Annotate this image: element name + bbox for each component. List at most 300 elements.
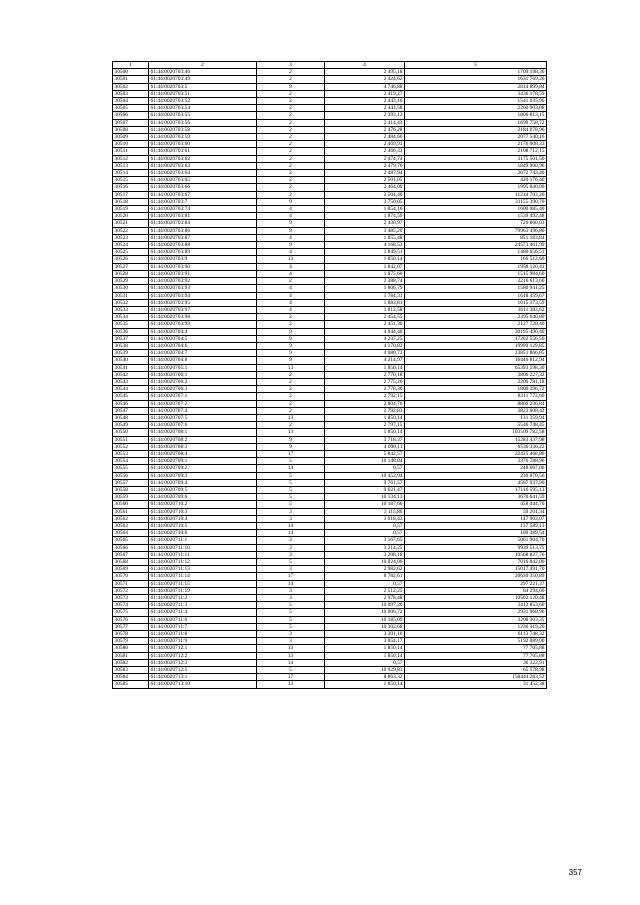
table-cell: 4 746,88 — [325, 83, 405, 90]
table-cell: 3436 178,59 — [405, 90, 547, 97]
table-cell: 5 — [257, 559, 325, 566]
table-cell: 30573 — [113, 595, 149, 602]
table-cell: 1539 492,48 — [405, 213, 547, 220]
table-row — [113, 616, 547, 623]
table-cell: 2 792,15 — [325, 393, 405, 400]
table-cell: 61:44:0020711:12 — [149, 559, 257, 566]
table-cell: 1 784,31 — [325, 292, 405, 299]
table-cell: 10 024,06 — [325, 559, 405, 566]
table-cell: 61:44:0020713:10 — [149, 681, 257, 688]
table-cell: 17 — [257, 573, 325, 580]
table-cell: 61:44:0020708:4 — [149, 450, 257, 457]
table-cell: 17 — [257, 450, 325, 457]
table-cell: 30507 — [113, 119, 149, 126]
table-cell: 30535 — [113, 321, 149, 328]
table-cell: 61:44:0020703:74 — [149, 206, 257, 213]
table-cell: 61:44:0020711:11 — [149, 551, 257, 558]
table-cell: 6536 336,22 — [405, 443, 547, 450]
table-cell: 61:44:0020704:8 — [149, 357, 257, 364]
table-cell: 2 419,27 — [325, 90, 405, 97]
table-cell: 2216 613,60 — [405, 278, 547, 285]
table-cell: 3 — [257, 631, 325, 638]
table-row — [113, 227, 547, 234]
table-cell: 0,57 — [325, 659, 405, 666]
table-cell: 13 — [257, 681, 325, 688]
table-cell: 2077 540,16 — [405, 134, 547, 141]
table-cell: 1600 085,40 — [405, 206, 547, 213]
table-cell: 61:44:0020711:10 — [149, 544, 257, 551]
table-cell: 2 466,33 — [325, 148, 405, 155]
table-cell: 61:44:0020703:61 — [149, 148, 257, 155]
table-cell: 4 168,53 — [325, 242, 405, 249]
table-cell: 100 389,54 — [405, 530, 547, 537]
table-cell: 61:44:0020703:98 — [149, 314, 257, 321]
table-cell: 2 — [257, 386, 325, 393]
table-cell: 30519 — [113, 206, 149, 213]
table-cell: 2 — [257, 371, 325, 378]
table-cell: 2 — [257, 177, 325, 184]
table-cell: 61:44:0020712:2 — [149, 652, 257, 659]
table-cell: 1236 319,20 — [405, 623, 547, 630]
table-cell: 1800 396,72 — [405, 386, 547, 393]
table-cell: 65393 198,30 — [405, 364, 547, 371]
table-cell: 1 875,60 — [325, 270, 405, 277]
table-cell: 61:44:0020703:99 — [149, 321, 257, 328]
table-cell: 9 — [257, 328, 325, 335]
table-row — [113, 371, 547, 378]
table-cell: 4 — [257, 213, 325, 220]
table-cell: 30560 — [113, 501, 149, 508]
table-cell: 9 — [257, 350, 325, 357]
table-cell: 2 — [257, 76, 325, 83]
table-cell: 61:44:0020710:3 — [149, 508, 257, 515]
table-cell: 30558 — [113, 486, 149, 493]
table-cell: 61:44:0020703:52 — [149, 98, 257, 105]
table-cell: 61:44:0020703:60 — [149, 141, 257, 148]
table-row — [113, 270, 547, 277]
table-cell: 2 454,55 — [325, 314, 405, 321]
table-cell: 2 487,94 — [325, 170, 405, 177]
table-cell: 9 — [257, 335, 325, 342]
table-cell: 30551 — [113, 436, 149, 443]
table-cell: 30556 — [113, 472, 149, 479]
table-row — [113, 378, 547, 385]
table-cell: 3175 501,50 — [405, 155, 547, 162]
table-cell: 3376 788,96 — [405, 458, 547, 465]
table-cell: 61:44:0020711:13 — [149, 566, 257, 573]
table-cell: 2 443,16 — [325, 98, 405, 105]
table-cell: 2 512,25 — [325, 587, 405, 594]
table-cell: 3412 853,60 — [405, 602, 547, 609]
table-cell: 3806 227,32 — [405, 371, 547, 378]
table-cell: 30503 — [113, 90, 149, 97]
table-cell: 61:44:0020708:3 — [149, 443, 257, 450]
table-cell: 13 — [257, 364, 325, 371]
table-cell: 166 512,60 — [405, 256, 547, 263]
table-cell: 2 792,83 — [325, 407, 405, 414]
table-row — [113, 609, 547, 616]
table-row — [113, 407, 547, 414]
table-cell: 5 — [257, 458, 325, 465]
table-cell: 30505 — [113, 105, 149, 112]
table-cell: 2 — [257, 393, 325, 400]
table-cell: 1631 769,26 — [405, 76, 547, 83]
table-cell: 61:44:0020703:51 — [149, 90, 257, 97]
table-cell: 4 170,83 — [325, 342, 405, 349]
table-cell: 30527 — [113, 263, 149, 270]
table-cell: 30526 — [113, 256, 149, 263]
table-row — [113, 148, 547, 155]
table-cell: 1995 840,00 — [405, 184, 547, 191]
table-row — [113, 306, 547, 313]
table-cell: 4 — [257, 299, 325, 306]
column-header-5: 5 — [405, 62, 547, 69]
table-cell: 1541 635,96 — [405, 98, 547, 105]
table-cell: 65 578,98 — [405, 667, 547, 674]
table-cell: 3208 303,35 — [405, 616, 547, 623]
table-cell: 2 469,93 — [325, 141, 405, 148]
table-cell: 30566 — [113, 544, 149, 551]
table-cell: 30528 — [113, 270, 149, 277]
table-cell: 61:44:0020711:8 — [149, 631, 257, 638]
table-cell: 1015 373,59 — [405, 299, 547, 306]
table-cell: 3670 641,59 — [405, 494, 547, 501]
table-row — [113, 638, 547, 645]
table-cell: 2 804,76 — [325, 400, 405, 407]
table-cell: 2 — [257, 155, 325, 162]
table-row — [113, 90, 547, 97]
table-cell: 10 006,72 — [325, 609, 405, 616]
table-cell: 2 — [257, 90, 325, 97]
table-cell: 9 — [257, 83, 325, 90]
table-cell: 30538 — [113, 342, 149, 349]
table-cell: 30531 — [113, 292, 149, 299]
table-row — [113, 155, 547, 162]
table-cell: 61:44:0020703:46 — [149, 69, 257, 76]
table-cell: 16446 812,94 — [405, 357, 547, 364]
table-cell: 61:44:0020711:1 — [149, 537, 257, 544]
table-header — [113, 62, 547, 69]
table-cell: 13 — [257, 429, 325, 436]
table-cell: 30511 — [113, 148, 149, 155]
table-cell: 30546 — [113, 400, 149, 407]
table-cell: 5 — [257, 623, 325, 630]
table-row — [113, 494, 547, 501]
table-row — [113, 667, 547, 674]
table-cell: 1 874,59 — [325, 213, 405, 220]
table-cell: 10502 120,48 — [405, 595, 547, 602]
table-cell: 61:44:0020704:7 — [149, 350, 257, 357]
table-cell: 14 — [257, 523, 325, 530]
table-row — [113, 292, 547, 299]
table-cell: 30574 — [113, 602, 149, 609]
table-cell: 61:44:0020712:3 — [149, 659, 257, 666]
table-cell: 61:44:0020703:90 — [149, 263, 257, 270]
table-cell: 9 — [257, 436, 325, 443]
table-cell: 2260 903,08 — [405, 105, 547, 112]
table-cell: 4 — [257, 306, 325, 313]
table-cell: 84 294,00 — [405, 587, 547, 594]
table-cell: 10 185,09 — [325, 616, 405, 623]
table-cell: 30533 — [113, 306, 149, 313]
table-cell: 9 — [257, 198, 325, 205]
table-cell: 5 — [257, 479, 325, 486]
table-cell: 2 770,18 — [325, 371, 405, 378]
table-cell: 3 — [257, 595, 325, 602]
column-header-2: 2 — [149, 62, 257, 69]
table-cell: 5192 089,00 — [405, 638, 547, 645]
table-cell: 4 214,97 — [325, 357, 405, 364]
table-cell: 30530 — [113, 285, 149, 292]
table-cell: 30555 — [113, 465, 149, 472]
table-cell: 1 850,14 — [325, 645, 405, 652]
table-cell: 1 850,14 — [325, 652, 405, 659]
table-cell: 2200 781,18 — [405, 378, 547, 385]
table-cell: 5 — [257, 609, 325, 616]
table-cell: 77 705,88 — [405, 652, 547, 659]
table-cell: 1709 198,30 — [405, 69, 547, 76]
table-cell: 30518 — [113, 198, 149, 205]
table-cell: 14 — [257, 659, 325, 666]
table-cell: 30564 — [113, 530, 149, 537]
table-cell: 9 — [257, 227, 325, 234]
table-cell: 61:44:0020703:67 — [149, 191, 257, 198]
table-cell: 3 — [257, 508, 325, 515]
table-cell: 61:44:0020711:6 — [149, 616, 257, 623]
table-row — [113, 645, 547, 652]
table-row — [113, 479, 547, 486]
table-row — [113, 386, 547, 393]
table-cell: 61:44:0020703:88 — [149, 242, 257, 249]
table-cell: 19999 129,85 — [405, 342, 547, 349]
table-cell: 2 — [257, 170, 325, 177]
table-cell: 61:44:0020709:4 — [149, 479, 257, 486]
table-cell: 2 — [257, 119, 325, 126]
table-cell: 726 860,03 — [405, 220, 547, 227]
table-cell: 6113 748,32 — [405, 631, 547, 638]
table-cell: 30502 — [113, 83, 149, 90]
table-cell: 79963 496,80 — [405, 227, 547, 234]
table-cell: 10 097,20 — [325, 602, 405, 609]
table-cell: 30575 — [113, 609, 149, 616]
table-cell: 2 — [257, 126, 325, 133]
table-cell: 30568 — [113, 559, 149, 566]
table-cell: 147 903,07 — [405, 515, 547, 522]
table-cell: 1958 120,41 — [405, 263, 547, 270]
table-cell: 30549 — [113, 422, 149, 429]
table-cell: 61:44:0020709:2 — [149, 465, 257, 472]
table-row — [113, 537, 547, 544]
table-cell: 30582 — [113, 659, 149, 666]
table-cell: 4 — [257, 249, 325, 256]
table-cell: 30512 — [113, 155, 149, 162]
table-cell: 17262 556,50 — [405, 335, 547, 342]
table-cell: 30521 — [113, 220, 149, 227]
table-cell: 2 — [257, 407, 325, 414]
table-row — [113, 76, 547, 83]
table-cell: 61:44:0020707:6 — [149, 422, 257, 429]
table-cell: 30506 — [113, 112, 149, 119]
table-cell: 3 — [257, 515, 325, 522]
table-row — [113, 443, 547, 450]
table-row — [113, 198, 547, 205]
table-cell: 5 — [257, 486, 325, 493]
table-cell: 3 750,05 — [325, 198, 405, 205]
table-cell: 61:44:0020703:9 — [149, 256, 257, 263]
table-row — [113, 249, 547, 256]
table-cell: 2 504,40 — [325, 191, 405, 198]
table-cell: 61:44:0020707:4 — [149, 407, 257, 414]
table-cell: 10568 827,76 — [405, 551, 547, 558]
table-row — [113, 551, 547, 558]
table-cell: 1 850,14 — [325, 256, 405, 263]
table-cell: 61:44:0020703:95 — [149, 299, 257, 306]
table-row — [113, 623, 547, 630]
table-cell: 13 — [257, 645, 325, 652]
table-cell: 5546 748,45 — [405, 422, 547, 429]
table-row — [113, 559, 547, 566]
table-cell: 2 393,13 — [325, 112, 405, 119]
table-cell: 1580 941,25 — [405, 285, 547, 292]
table-cell: 5 842,57 — [325, 450, 405, 457]
table-cell: 9 621,47 — [325, 486, 405, 493]
table-cell: 14 — [257, 465, 325, 472]
table-row — [113, 465, 547, 472]
table-cell: 61:44:0020703:66 — [149, 184, 257, 191]
table-row — [113, 393, 547, 400]
table-cell: 61:44:0020703:64 — [149, 170, 257, 177]
table-cell: 30561 — [113, 508, 149, 515]
table-cell: 14 — [257, 580, 325, 587]
table-cell: 30500 — [113, 69, 149, 76]
table-cell: 30553 — [113, 450, 149, 457]
table-cell: 2 — [257, 422, 325, 429]
table-cell: 30571 — [113, 580, 149, 587]
table-cell: 61:44:0020711:2 — [149, 595, 257, 602]
table-cell: 10 929,83 — [325, 667, 405, 674]
table-row — [113, 335, 547, 342]
table-cell: 3 301,16 — [325, 631, 405, 638]
table-cell: 31 452,38 — [405, 681, 547, 688]
table-row — [113, 595, 547, 602]
table-cell: 15017 491,70 — [405, 566, 547, 573]
table-cell: 61:44:0020703:58 — [149, 126, 257, 133]
table-cell: 30514 — [113, 170, 149, 177]
table-cell: 30542 — [113, 371, 149, 378]
table-row — [113, 134, 547, 141]
table-row — [113, 515, 547, 522]
table-cell: 61:44:0020709:3 — [149, 472, 257, 479]
table-cell: 61:44:0020709:6 — [149, 494, 257, 501]
table-row — [113, 523, 547, 530]
table-row — [113, 170, 547, 177]
table-cell: 30563 — [113, 523, 149, 530]
data-table — [112, 61, 547, 689]
table-cell: 30540 — [113, 357, 149, 364]
table-cell: 2 — [257, 191, 325, 198]
table-cell: 0,57 — [325, 465, 405, 472]
table-cell: 297 221,37 — [405, 580, 547, 587]
table-cell: 13 — [257, 256, 325, 263]
table-cell: 22435 468,80 — [405, 450, 547, 457]
table-cell: 30578 — [113, 631, 149, 638]
table-cell: 31155 390,70 — [405, 198, 547, 205]
table-cell: 30513 — [113, 162, 149, 169]
table-cell: 30195 490,40 — [405, 328, 547, 335]
table-cell: 9 — [257, 242, 325, 249]
table-cell: 61:44:0020711:9 — [149, 638, 257, 645]
table-row — [113, 436, 547, 443]
table-row — [113, 602, 547, 609]
table-cell: 3 — [257, 551, 325, 558]
table-cell: 3 — [257, 537, 325, 544]
table-cell: 61:44:0020703:7 — [149, 198, 257, 205]
table-cell: 77 705,88 — [405, 645, 547, 652]
table-cell: 10 148,04 — [325, 458, 405, 465]
table-cell: 2 495,18 — [325, 69, 405, 76]
table-cell: 5 — [257, 602, 325, 609]
table-cell: 3 485,20 — [325, 227, 405, 234]
table-cell: 30576 — [113, 616, 149, 623]
table-cell: 59 201,34 — [405, 508, 547, 515]
table-cell: 2814 899,84 — [405, 83, 547, 90]
table-row — [113, 263, 547, 270]
table-cell: 3 — [257, 566, 325, 573]
table-cell: 30541 — [113, 364, 149, 371]
table-cell: 30510 — [113, 141, 149, 148]
table-cell: 30543 — [113, 378, 149, 385]
table-cell: 2 474,74 — [325, 155, 405, 162]
table-cell: 30562 — [113, 515, 149, 522]
table-cell: 2 — [257, 148, 325, 155]
column-header-3: 3 — [257, 62, 325, 69]
table-row — [113, 587, 547, 594]
table-row — [113, 659, 547, 666]
table-cell: 5 — [257, 494, 325, 501]
table-cell: 30581 — [113, 652, 149, 659]
table-row — [113, 486, 547, 493]
table-row — [113, 206, 547, 213]
table-row — [113, 652, 547, 659]
table-row — [113, 119, 547, 126]
table-cell: 2108 712,15 — [405, 148, 547, 155]
table-cell: 2 — [257, 105, 325, 112]
table-cell: 4 090,11 — [325, 443, 405, 450]
table-cell: 30522 — [113, 227, 149, 234]
table-cell: 30539 — [113, 350, 149, 357]
table-cell: 2 778,30 — [325, 386, 405, 393]
table-row — [113, 450, 547, 457]
table-cell: 30567 — [113, 551, 149, 558]
table-cell: 3 — [257, 587, 325, 594]
table-cell: 1 842,07 — [325, 263, 405, 270]
table-cell: 61:44:0020703:81 — [149, 213, 257, 220]
table-cell: 2 — [257, 400, 325, 407]
table-cell: 2 982,62 — [325, 566, 405, 573]
table-cell: 9 — [257, 357, 325, 364]
table-cell: 5 — [257, 501, 325, 508]
table-row — [113, 213, 547, 220]
table-cell: 61:44:0020709:5 — [149, 486, 257, 493]
table-cell: 2395 640,80 — [405, 314, 547, 321]
table-row — [113, 162, 547, 169]
table-cell: 1 855,48 — [325, 234, 405, 241]
table-cell: 9 761,57 — [325, 479, 405, 486]
table-row — [113, 299, 547, 306]
table-row — [113, 234, 547, 241]
table-row — [113, 472, 547, 479]
table-cell: 1 850,14 — [325, 364, 405, 371]
